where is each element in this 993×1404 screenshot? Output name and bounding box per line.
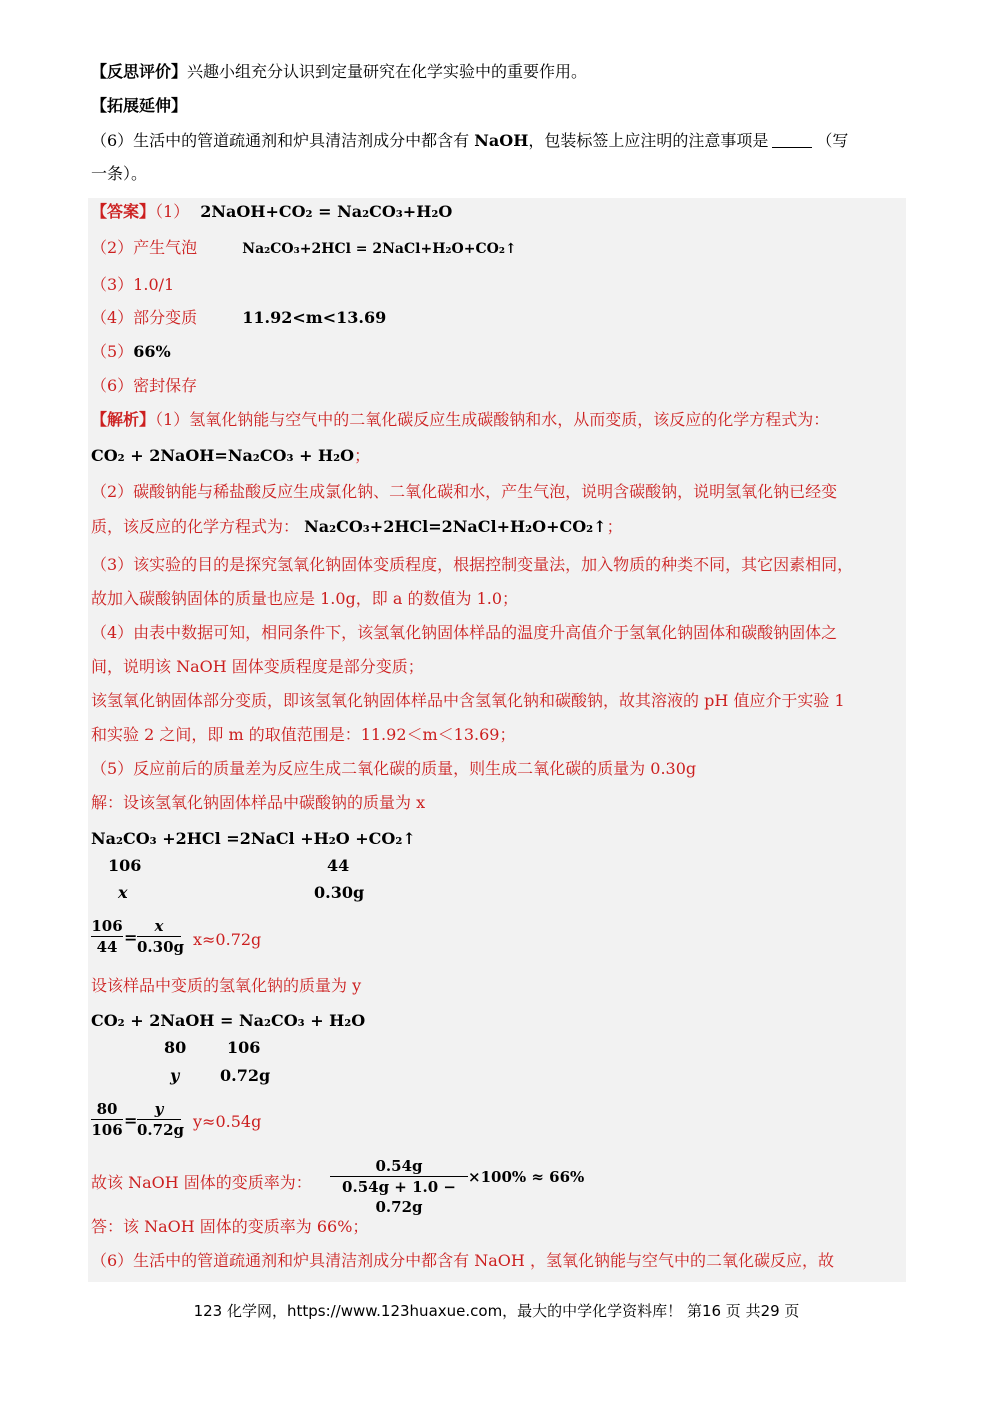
- analysis-line-1: [91, 410, 829, 430]
- extend-label: 【拓展延伸】: [91, 96, 188, 115]
- analysis-p1-end: ；: [354, 446, 371, 465]
- analysis-p5-line2: 解：设该氢氧化钠固体样品中碳酸钠的质量为 x: [91, 793, 426, 812]
- page-footer: 123 化学网，https://www.123huaxue.com，最大的中学化学资料库！ 第16 页 共29 页: [193, 1302, 800, 1320]
- answer-line-2: [91, 238, 517, 259]
- question-6-line1: [91, 131, 848, 151]
- analysis-p2-line2: [91, 517, 623, 537]
- fraction-2-result: y≈0.54g: [193, 1112, 262, 1131]
- rate-tail: ×100% ≈ 66%: [468, 1168, 585, 1186]
- analysis-p6: （6）生活中的管道疏通剂和炉具清洁剂成分中都含有 NaOH ，氢氧化钠能与空气中的二氧化碳反应，故: [91, 1251, 834, 1270]
- fraction-2-right-num: y: [154, 1100, 164, 1118]
- fraction-1-right: [137, 916, 185, 957]
- fraction-2-left: [91, 1099, 123, 1140]
- q6-text-c: （写: [816, 131, 849, 150]
- reflect-label: 【反思评价】: [91, 62, 188, 81]
- analysis-p1: （1）氢氧化钠能与空气中的二氧化碳反应生成碳酸钠和水，从而变质，该反应的化学方程式为：: [155, 410, 830, 429]
- fraction-2-left-den: 106: [91, 1121, 123, 1139]
- fraction-2-right: [137, 1099, 185, 1140]
- answer-line-3: （3）1.0/1: [91, 275, 175, 294]
- answer-1-equation: 2NaOH+CO₂ = Na₂CO₃+H₂O: [200, 202, 453, 221]
- answer-line-4: [91, 308, 386, 328]
- question-6-line2: 一条）。: [91, 164, 148, 183]
- equation-1-mass-2: 44: [327, 856, 350, 875]
- rate-fraction-num: 0.54g: [375, 1157, 423, 1175]
- reflect-text: 兴趣小组充分认识到定量研究在化学实验中的重要作用。: [187, 62, 588, 81]
- answer-1-prefix: （1）: [155, 202, 190, 221]
- answer-4-value: 11.92<m<13.69: [242, 308, 387, 327]
- answer-2-prefix: （2）产生气泡: [91, 238, 198, 257]
- equation-2-value: 0.72g: [220, 1066, 271, 1085]
- q6-text-b: ，包装标签上应注明的注意事项是: [528, 131, 769, 150]
- answer-4-prefix: （4）部分变质: [91, 308, 198, 327]
- fraction-1-result: x≈0.72g: [193, 930, 262, 949]
- conclusion: 答：该 NaOH 固体的变质率为 66%；: [91, 1217, 369, 1236]
- fraction-2-left-num: 80: [96, 1100, 118, 1118]
- q6-text-a: （6）生活中的管道疏通剂和炉具清洁剂成分中都含有: [91, 131, 470, 150]
- analysis-p2-equation: Na₂CO₃+2HCl=2NaCl+H₂O+CO₂↑: [304, 517, 607, 536]
- reflect-paragraph: [91, 62, 587, 82]
- rate-fraction: [330, 1156, 468, 1217]
- analysis-p4-line2: 间，说明该 NaOH 固体变质程度是部分变质；: [91, 657, 424, 676]
- equation-2: CO₂ + 2NaOH = Na₂CO₃ + H₂O: [91, 1011, 366, 1030]
- equation-1: Na₂CO₃ +2HCl =2NaCl +H₂O +CO₂↑: [91, 829, 416, 848]
- equals-sign: =: [124, 928, 138, 947]
- q6-naoh: NaOH: [474, 131, 529, 150]
- equation-1-value: 0.30g: [314, 883, 365, 902]
- analysis-p3-line2: 故加入碳酸钠固体的质量也应是 1.0g，即 a 的数值为 1.0；: [91, 589, 519, 608]
- analysis-p4-line1: （4）由表中数据可知，相同条件下，该氢氧化钠固体样品的温度升高值介于氢氧化钠固体和碳酸钠固体之: [91, 623, 838, 642]
- equals-sign-2: =: [124, 1111, 138, 1130]
- analysis-p1-equation: CO₂ + 2NaOH=Na₂CO₃ + H₂O: [91, 446, 355, 465]
- equation-2-mass-1: 80: [164, 1038, 187, 1057]
- analysis-p2-end: ；: [606, 517, 623, 536]
- answer-5-value: 66%: [133, 342, 171, 361]
- answer-line-5: [91, 342, 171, 362]
- analysis-p2-text: 质，该反应的化学方程式为：: [91, 517, 300, 536]
- analysis-label: 【解析】: [91, 410, 156, 429]
- fraction-1-left-den: 44: [96, 938, 118, 956]
- answer-line-1: [91, 202, 452, 222]
- answer-line-6: （6）密封保存: [91, 376, 198, 395]
- answer-2-equation: Na₂CO₃+2HCl = 2NaCl+H₂O+CO₂↑: [242, 241, 517, 257]
- analysis-eq-1: [91, 446, 370, 466]
- answer-5-prefix: （5）: [91, 342, 134, 361]
- fraction-1-right-den: 0.30g: [137, 938, 185, 956]
- analysis-p2-line1: （2）碳酸钠能与稀盐酸反应生成氯化钠、二氧化碳和水，产生气泡，说明含碳酸钠，说明氢氧化钠已经变: [91, 482, 838, 501]
- equation-2-mass-2: 106: [227, 1038, 261, 1057]
- fraction-1-left: [91, 916, 123, 957]
- fraction-1-right-num: x: [154, 917, 164, 935]
- fraction-2-right-den: 0.72g: [137, 1121, 185, 1139]
- equation-1-unknown: x: [118, 883, 128, 902]
- analysis-p3-line1: （3）该实验的目的是探究氢氧化钠固体变质程度，根据控制变量法，加入物质的种类不同，其它因素相同，: [91, 555, 854, 574]
- analysis-p4-line4: 和实验 2 之间，即 m 的取值范围是：11.92＜m＜13.69；: [91, 725, 516, 744]
- fraction-1-left-num: 106: [91, 917, 123, 935]
- answer-label: 【答案】: [91, 202, 156, 221]
- equation-2-unknown: y: [170, 1066, 180, 1085]
- rate-prefix: 故该 NaOH 固体的变质率为：: [91, 1173, 312, 1192]
- rate-fraction-den: 0.54g + 1.0 − 0.72g: [342, 1178, 456, 1216]
- analysis-p4-line3: 该氢氧化钠固体部分变质，即该氢氧化钠固体样品中含氢氧化钠和碳酸钠，故其溶液的 pH 值应介于实验 1: [91, 691, 845, 710]
- analysis-p5-line3: 设该样品中变质的氢氧化钠的质量为 y: [91, 976, 362, 995]
- answer-blank: [772, 133, 812, 148]
- analysis-p5-line1: （5）反应前后的质量差为反应生成二氧化碳的质量，则生成二氧化碳的质量为 0.30g: [91, 759, 697, 778]
- equation-1-mass-1: 106: [108, 856, 142, 875]
